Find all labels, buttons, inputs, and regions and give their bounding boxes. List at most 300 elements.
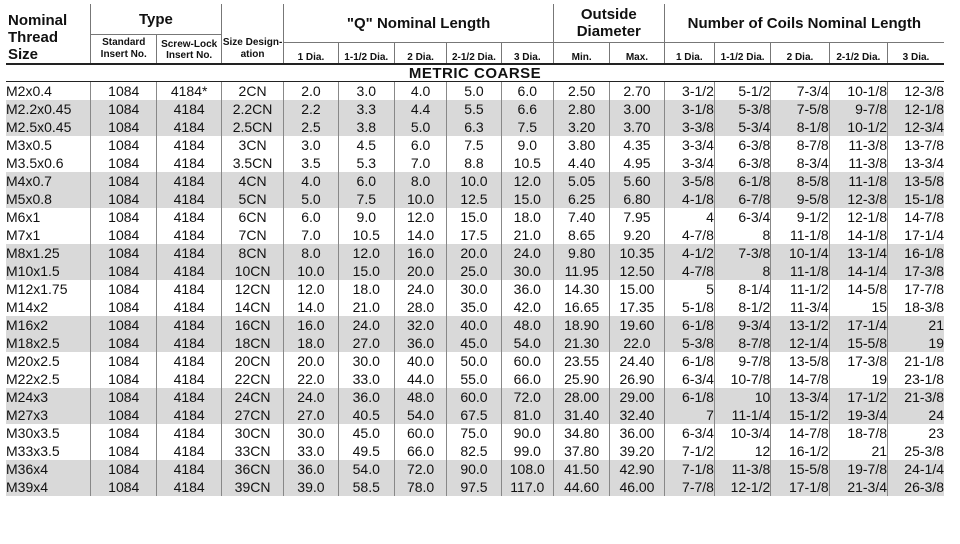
table-cell: 22.0 xyxy=(610,334,664,352)
table-cell: 18.0 xyxy=(284,334,338,352)
screw-lock-insert-header: Screw-Lock Insert No. xyxy=(157,35,221,65)
table-cell: 8.0 xyxy=(284,244,338,262)
table-row xyxy=(6,388,944,406)
table-cell: 2CN xyxy=(221,82,283,101)
table-cell: 24-1/4 xyxy=(888,460,944,478)
table-cell: M12x1.75 xyxy=(6,281,68,297)
table-cell: 15-1/2 xyxy=(771,406,829,424)
table-cell: 16-1/2 xyxy=(771,442,829,460)
table-cell: 21.30 xyxy=(553,334,609,352)
table-cell: 14-5/8 xyxy=(829,280,887,298)
table-cell: 2.0 xyxy=(284,82,338,101)
table-cell: 21 xyxy=(888,316,944,334)
table-cell: 3.70 xyxy=(610,118,664,136)
table-cell: 25.0 xyxy=(447,262,501,280)
table-cell: M2.2x0.45 xyxy=(6,100,91,118)
standard-insert-header: Standard Insert No. xyxy=(91,35,157,65)
table-row xyxy=(6,118,944,136)
table-cell: 33.0 xyxy=(338,370,394,388)
table-cell: 18-7/8 xyxy=(829,424,887,442)
table-cell: 90.0 xyxy=(447,460,501,478)
table-cell: 36.0 xyxy=(338,388,394,406)
table-cell: 12-3/8 xyxy=(888,82,944,101)
table-cell: 1084 xyxy=(91,406,157,424)
table-cell: 12CN xyxy=(221,280,283,298)
table-cell: M4x0.7 xyxy=(6,172,91,190)
table-cell: M39x4 xyxy=(6,478,91,496)
table-cell: 36.0 xyxy=(394,334,446,352)
table-row xyxy=(6,442,944,460)
table-cell: 28.0 xyxy=(394,298,446,316)
table-cell: 8.65 xyxy=(553,226,609,244)
table-cell: 4184 xyxy=(157,406,221,424)
table-cell: 9.80 xyxy=(553,244,609,262)
table-cell: 10.0 xyxy=(394,190,446,208)
table-cell: 10-1/2 xyxy=(829,118,887,136)
table-cell: 1084 xyxy=(91,172,157,190)
table-cell: 7-3/8 xyxy=(714,244,770,262)
table-cell: 39.20 xyxy=(610,442,664,460)
table-cell: M3.5x0.6 xyxy=(6,155,64,171)
table-cell: 10-1/8 xyxy=(829,82,887,101)
table-cell: 14-1/8 xyxy=(829,226,887,244)
table-cell: 4184 xyxy=(157,334,221,352)
table-cell: 30.0 xyxy=(501,262,553,280)
table-cell: 24 xyxy=(888,406,944,424)
table-cell: 9-1/2 xyxy=(771,208,829,226)
table-cell: 21 xyxy=(829,442,887,460)
table-cell: 7-1/8 xyxy=(664,460,714,478)
table-cell: 27.0 xyxy=(284,406,338,424)
table-cell: 45.0 xyxy=(338,424,394,442)
table-row xyxy=(6,280,944,298)
table-cell: 3.5CN xyxy=(221,154,283,172)
table-cell: 6.6 xyxy=(501,100,553,118)
table-cell: 4.4 xyxy=(394,100,446,118)
table-cell: 4184 xyxy=(157,208,221,226)
table-cell: M2.5x0.45 xyxy=(6,118,91,136)
table-cell: 20.0 xyxy=(284,352,338,370)
table-cell: 19-7/8 xyxy=(829,460,887,478)
table-cell: 17-1/4 xyxy=(888,226,944,244)
table-cell: 15.0 xyxy=(447,208,501,226)
table-cell: M2x0.4 xyxy=(6,83,52,99)
coil-col-header: 3 Dia. xyxy=(888,43,944,65)
table-cell: 6-7/8 xyxy=(714,190,770,208)
table-cell: 8 xyxy=(714,226,770,244)
table-cell: 5-3/4 xyxy=(714,118,770,136)
table-cell: 13-5/8 xyxy=(888,172,944,190)
table-row xyxy=(6,190,944,208)
table-cell: 15.00 xyxy=(610,280,664,298)
table-cell: 11-3/8 xyxy=(829,154,887,172)
table-cell: 12-1/8 xyxy=(829,208,887,226)
table-row xyxy=(6,298,944,316)
table-cell: 97.5 xyxy=(447,478,501,496)
table-cell: 3.80 xyxy=(553,136,609,154)
table-cell: 117.0 xyxy=(501,478,553,496)
coil-col-header: 1 Dia. xyxy=(664,43,714,65)
table-cell: 17-1/2 xyxy=(829,388,887,406)
table-cell: 4184 xyxy=(157,280,221,298)
table-cell: 13-7/8 xyxy=(888,136,944,154)
table-row xyxy=(6,316,944,334)
table-cell: 11-1/2 xyxy=(771,280,829,298)
table-cell: 1084 xyxy=(91,244,157,262)
table-cell: 7.0 xyxy=(394,154,446,172)
table-cell: 8 xyxy=(714,262,770,280)
table-cell: 18-3/8 xyxy=(888,298,944,316)
table-row xyxy=(6,352,944,370)
table-cell: 4-7/8 xyxy=(664,226,714,244)
table-cell: 4184 xyxy=(157,172,221,190)
q-col-header: 2-1/2 Dia. xyxy=(447,43,501,65)
q-col-header: 1 Dia. xyxy=(284,43,338,65)
table-row xyxy=(6,460,944,478)
table-cell: 2.50 xyxy=(553,82,609,101)
table-row xyxy=(6,172,944,190)
table-cell: 18CN xyxy=(221,334,283,352)
table-cell: 1084 xyxy=(91,298,157,316)
table-cell: 4184 xyxy=(157,226,221,244)
table-cell: 14.0 xyxy=(394,226,446,244)
table-cell: 37.80 xyxy=(553,442,609,460)
table-cell: 16-1/8 xyxy=(888,244,944,262)
table-cell: 4184 xyxy=(157,244,221,262)
table-cell: 1084 xyxy=(91,388,157,406)
table-cell: M6x1 xyxy=(6,209,41,225)
table-cell: 4.0 xyxy=(394,82,446,101)
table-cell: 55.0 xyxy=(447,370,501,388)
table-cell: 24.0 xyxy=(284,388,338,406)
table-cell: 22.0 xyxy=(284,370,338,388)
table-row xyxy=(6,100,944,118)
table-cell: 3.20 xyxy=(553,118,609,136)
table-cell: 4184 xyxy=(157,118,221,136)
table-cell: 7.5 xyxy=(501,118,553,136)
table-cell: 30.0 xyxy=(284,424,338,442)
table-cell: 6-3/4 xyxy=(664,370,714,388)
table-cell: 15 xyxy=(829,298,887,316)
table-cell: 10.5 xyxy=(501,154,553,172)
table-cell: 1084 xyxy=(91,190,157,208)
table-cell: 16.65 xyxy=(553,298,609,316)
table-cell: 4184 xyxy=(157,388,221,406)
table-cell: 17.5 xyxy=(447,226,501,244)
table-cell: 6.0 xyxy=(284,208,338,226)
table-cell: 67.5 xyxy=(447,406,501,424)
coil-col-header: 2 Dia. xyxy=(771,43,829,65)
table-cell: 7-3/4 xyxy=(771,82,829,101)
table-cell: 58.5 xyxy=(338,478,394,496)
table-cell: 31.40 xyxy=(553,406,609,424)
table-cell: 12.5 xyxy=(447,190,501,208)
table-cell: 30CN xyxy=(221,424,283,442)
table-cell: M10x1.5 xyxy=(6,262,91,280)
table-cell: 5.05 xyxy=(553,172,609,190)
table-cell: 40.0 xyxy=(394,352,446,370)
section-title: METRIC COARSE xyxy=(6,64,944,82)
table-cell: 66.0 xyxy=(394,442,446,460)
table-cell: 11-3/8 xyxy=(714,460,770,478)
table-cell: 12.0 xyxy=(338,244,394,262)
table-cell: 29.00 xyxy=(610,388,664,406)
table-cell: 10-3/4 xyxy=(714,424,770,442)
nominal-thread-size-header: Nominal Thread Size xyxy=(6,4,91,64)
table-cell: 18.90 xyxy=(553,316,609,334)
table-cell: 19 xyxy=(888,334,944,352)
table-cell: 8.0 xyxy=(394,172,446,190)
table-cell: 11-3/8 xyxy=(829,136,887,154)
table-cell: 32.0 xyxy=(394,316,446,334)
table-cell: 4-1/2 xyxy=(664,244,714,262)
table-cell: 12.0 xyxy=(394,208,446,226)
table-cell: 66.0 xyxy=(501,370,553,388)
table-cell: 1084 xyxy=(91,136,157,154)
table-cell: 12.50 xyxy=(610,262,664,280)
table-cell: M7x1 xyxy=(6,227,41,243)
table-cell: 33CN xyxy=(221,442,283,460)
table-row xyxy=(6,136,944,154)
table-cell: 1084 xyxy=(91,442,157,460)
table-cell: 5 xyxy=(664,280,714,298)
table-cell: 4184 xyxy=(157,262,221,280)
table-cell: 8-1/2 xyxy=(714,298,770,316)
table-cell: 13-3/4 xyxy=(771,388,829,406)
table-cell: 60.0 xyxy=(394,424,446,442)
table-cell: 6.3 xyxy=(447,118,501,136)
table-cell: 9.0 xyxy=(338,208,394,226)
table-cell: 15-5/8 xyxy=(829,334,887,352)
table-cell: 4184 xyxy=(157,190,221,208)
type-header: Type xyxy=(91,4,222,35)
table-cell: 9-7/8 xyxy=(829,100,887,118)
table-cell: 27.0 xyxy=(338,334,394,352)
coil-col-header: 1-1/2 Dia. xyxy=(714,43,770,65)
table-cell: 3-3/8 xyxy=(664,118,714,136)
table-cell: 60.0 xyxy=(447,388,501,406)
table-cell: 5.0 xyxy=(447,82,501,101)
table-cell: 7.95 xyxy=(610,208,664,226)
table-cell: 36.00 xyxy=(610,424,664,442)
table-cell: 75.0 xyxy=(447,424,501,442)
table-row xyxy=(6,154,944,172)
table-cell: M14x2 xyxy=(6,299,49,315)
table-cell: 3.0 xyxy=(338,82,394,101)
q-col-header: 3 Dia. xyxy=(501,43,553,65)
table-cell: 5-3/8 xyxy=(714,100,770,118)
q-col-header: 1-1/2 Dia. xyxy=(338,43,394,65)
table-cell: 6.0 xyxy=(338,172,394,190)
table-cell: 4184 xyxy=(157,298,221,316)
table-cell: 7-5/8 xyxy=(771,100,829,118)
table-cell: 21-3/8 xyxy=(888,388,944,406)
table-cell: 21-3/4 xyxy=(829,478,887,496)
table-cell: 108.0 xyxy=(501,460,553,478)
table-cell: 26-3/8 xyxy=(888,478,944,496)
table-cell: 20.0 xyxy=(447,244,501,262)
table-cell: 8CN xyxy=(221,244,283,262)
table-cell: 1084 xyxy=(91,460,157,478)
table-cell: 1084 xyxy=(91,478,157,496)
table-cell: 10 xyxy=(714,388,770,406)
table-cell: 45.0 xyxy=(447,334,501,352)
table-cell: 18.0 xyxy=(501,208,553,226)
od-col-header: Min. xyxy=(553,43,609,65)
table-cell: 7-7/8 xyxy=(664,478,714,496)
table-cell: 6.0 xyxy=(501,82,553,101)
table-cell: 3.5 xyxy=(284,154,338,172)
table-cell: 8-5/8 xyxy=(771,172,829,190)
table-cell: 6CN xyxy=(221,208,283,226)
table-cell: 44.60 xyxy=(553,478,609,496)
table-row xyxy=(6,262,944,280)
table-cell: 11-1/8 xyxy=(771,262,829,280)
table-cell: 39CN xyxy=(221,478,283,496)
table-cell: 23 xyxy=(888,424,944,442)
table-cell: 32.40 xyxy=(610,406,664,424)
table-cell: 3-3/4 xyxy=(664,154,714,172)
table-cell: 21-1/8 xyxy=(888,352,944,370)
table-cell: 10.35 xyxy=(610,244,664,262)
table-cell: 4184 xyxy=(157,136,221,154)
table-row xyxy=(6,406,944,424)
table-cell: M20x2.5 xyxy=(6,353,60,369)
table-cell: M33x3.5 xyxy=(6,443,60,459)
table-cell: M27x3 xyxy=(6,406,91,424)
table-row xyxy=(6,244,944,262)
table-cell: 21.0 xyxy=(501,226,553,244)
table-cell: 17.35 xyxy=(610,298,664,316)
table-cell: 11-3/4 xyxy=(771,298,829,316)
table-cell: 6.25 xyxy=(553,190,609,208)
table-cell: 4-7/8 xyxy=(664,262,714,280)
table-cell: 3CN xyxy=(221,136,283,154)
table-cell: 35.0 xyxy=(447,298,501,316)
table-cell: 7.5 xyxy=(447,136,501,154)
table-cell: 10-7/8 xyxy=(714,370,770,388)
table-cell: 11-1/8 xyxy=(829,172,887,190)
table-cell: 18.0 xyxy=(338,280,394,298)
table-cell: 12-3/4 xyxy=(888,118,944,136)
table-cell: 1084 xyxy=(91,370,157,388)
outside-diameter-header: Outside Diameter xyxy=(553,4,664,43)
table-cell: 1084 xyxy=(91,334,157,352)
table-cell: 6-1/8 xyxy=(664,352,714,370)
table-cell: 6-3/8 xyxy=(714,136,770,154)
table-cell: 24CN xyxy=(221,388,283,406)
table-cell: 12-1/4 xyxy=(771,334,829,352)
table-cell: 12-3/8 xyxy=(829,190,887,208)
table-cell: 11-1/4 xyxy=(714,406,770,424)
table-cell: 90.0 xyxy=(501,424,553,442)
table-cell: M18x2.5 xyxy=(6,334,91,352)
table-cell: 50.0 xyxy=(447,352,501,370)
table-cell: 7.40 xyxy=(553,208,609,226)
table-cell: 48.0 xyxy=(394,388,446,406)
table-row xyxy=(6,478,944,496)
table-cell: 26.90 xyxy=(610,370,664,388)
table-cell: 1084 xyxy=(91,82,157,101)
size-designation-header: Size Design-ation xyxy=(221,4,283,64)
table-cell: 3.00 xyxy=(610,100,664,118)
table-row xyxy=(6,334,944,352)
table-cell: M30x3.5 xyxy=(6,425,60,441)
table-cell: 40.0 xyxy=(447,316,501,334)
table-cell: M24x3 xyxy=(6,388,91,406)
table-cell: 4.0 xyxy=(284,172,338,190)
table-cell: 1084 xyxy=(91,118,157,136)
table-cell: 42.0 xyxy=(501,298,553,316)
table-cell: 5.0 xyxy=(394,118,446,136)
table-cell: 5.5 xyxy=(447,100,501,118)
table-cell: 17-7/8 xyxy=(888,280,944,298)
table-cell: 82.5 xyxy=(447,442,501,460)
table-cell: 8-1/8 xyxy=(771,118,829,136)
table-cell: 15-5/8 xyxy=(771,460,829,478)
table-cell: M8x1.25 xyxy=(6,244,91,262)
table-cell: 36.0 xyxy=(501,280,553,298)
table-cell: 4184 xyxy=(157,460,221,478)
table-cell: 3-3/4 xyxy=(664,136,714,154)
table-row xyxy=(6,226,944,244)
table-cell: 39.0 xyxy=(284,478,338,496)
table-cell: 27CN xyxy=(221,406,283,424)
table-cell: 20CN xyxy=(221,352,283,370)
table-cell: 15-1/8 xyxy=(888,190,944,208)
table-cell: 14.30 xyxy=(553,280,609,298)
table-cell: 4.40 xyxy=(553,154,609,172)
table-cell: 4.35 xyxy=(610,136,664,154)
table-cell: 4184* xyxy=(157,82,221,101)
table-cell: 4-1/8 xyxy=(664,190,714,208)
table-cell: 12 xyxy=(714,442,770,460)
table-cell: 5-1/8 xyxy=(664,298,714,316)
table-cell: 41.50 xyxy=(553,460,609,478)
table-cell: 12.0 xyxy=(501,172,553,190)
table-cell: 12.0 xyxy=(284,280,338,298)
table-cell: 8-7/8 xyxy=(771,136,829,154)
table-cell: 16.0 xyxy=(284,316,338,334)
table-cell: 30.0 xyxy=(447,280,501,298)
table-cell: 5.3 xyxy=(338,154,394,172)
table-cell: 81.0 xyxy=(501,406,553,424)
table-cell: 3-1/8 xyxy=(664,100,714,118)
table-cell: 4184 xyxy=(157,370,221,388)
table-cell: 72.0 xyxy=(394,460,446,478)
table-cell: 9-3/4 xyxy=(714,316,770,334)
table-cell: 15.0 xyxy=(501,190,553,208)
table-cell: 13-3/4 xyxy=(888,154,944,172)
table-cell: 13-1/2 xyxy=(771,316,829,334)
table-cell: 3-5/8 xyxy=(664,172,714,190)
table-cell: 1084 xyxy=(91,226,157,244)
table-cell: M36x4 xyxy=(6,460,91,478)
table-row xyxy=(6,82,944,101)
table-cell: 16CN xyxy=(221,316,283,334)
table-cell: 3-1/2 xyxy=(664,82,714,101)
table-cell: 10.0 xyxy=(284,262,338,280)
coil-col-header: 2-1/2 Dia. xyxy=(829,43,887,65)
table-cell: 19.60 xyxy=(610,316,664,334)
table-cell: 1084 xyxy=(91,262,157,280)
table-cell: 4CN xyxy=(221,172,283,190)
table-cell: 44.0 xyxy=(394,370,446,388)
table-cell: 4184 xyxy=(157,154,221,172)
table-cell: 7.0 xyxy=(284,226,338,244)
table-cell: 17-3/8 xyxy=(888,262,944,280)
table-cell: 5CN xyxy=(221,190,283,208)
